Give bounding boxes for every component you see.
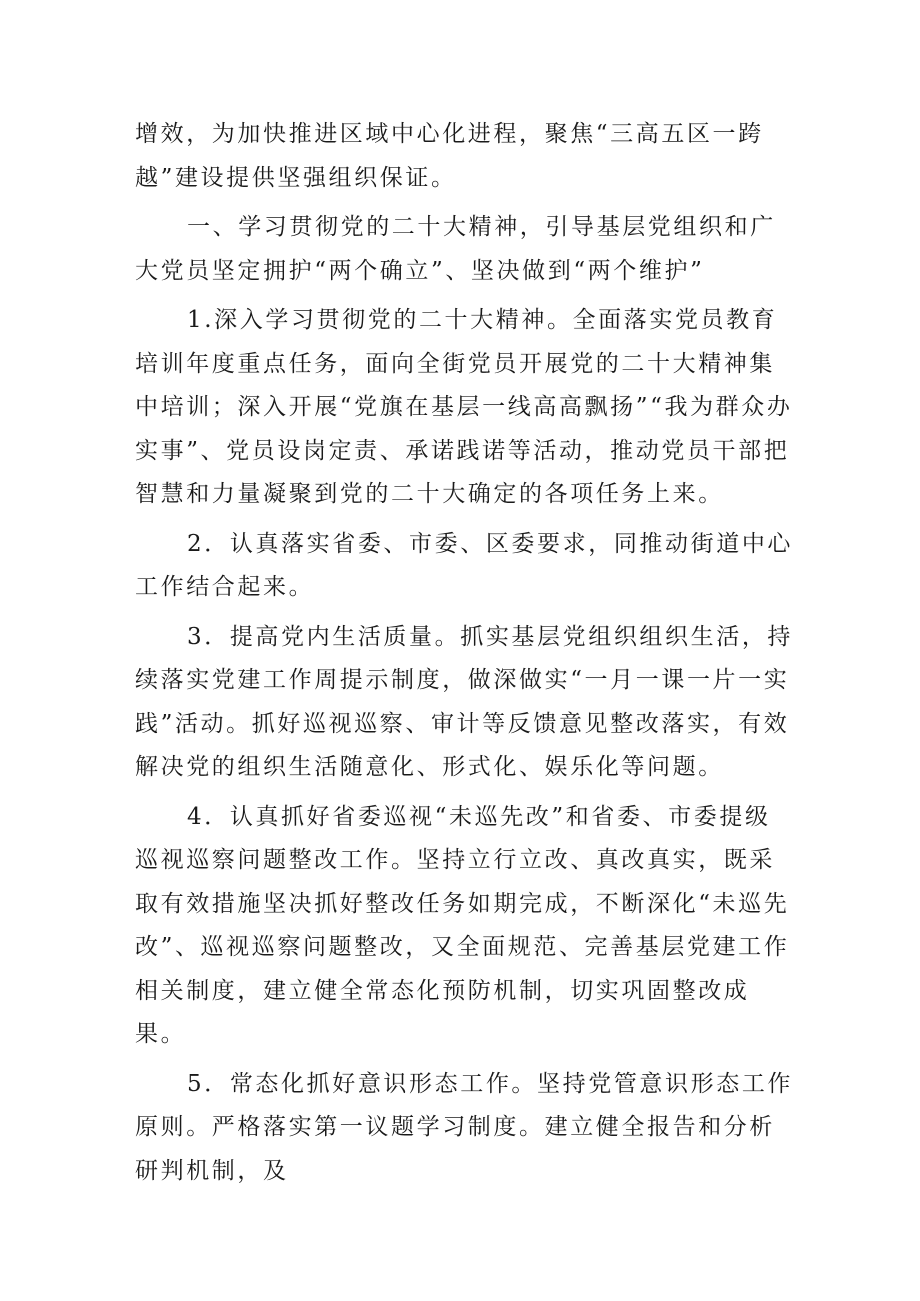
list-item-3: 3．提高党内生活质量。抓实基层党组织组织生活，持续落实党建工作周提示制度，做深做实“一月一课一片一实践”活动。抓好巡视巡察、审计等反馈意见整改落实，有效解决党的组织生活随意化、形式化、娱乐化等问题。 [135, 623, 794, 780]
list-item-5: 5．常态化抓好意识形态工作。坚持党管意识形态工作原则。严格落实第一议题学习制度。建立健全报告和分析研判机制，及 [135, 1070, 794, 1184]
list-item-1: 1.深入学习贯彻党的二十大精神。全面落实党员教育培训年度重点任务，面向全街党员开展党的二十大精神集中培训；深入开展“党旗在基层一线高高飘扬”“我为群众办实事”、党员设岗定责、承诺践诺等活动，推动党员干部把智慧和力量凝聚到党的二十大确定的各项任务上来。 [135, 307, 793, 507]
list-item-2: 2．认真落实省委、市委、区委要求，同推动街道中心工作结合起来。 [135, 530, 794, 600]
document-body [135, 113, 795, 1199]
paragraph-continuation: 增效，为加快推进区域中心化进程，聚焦“三高五区一跨越”建设提供坚强组织保证。 [135, 121, 764, 191]
list-item-4: 4．认真抓好省委巡视“未巡先改”和省委、市委提级巡视巡察问题整改工作。坚持立行立改、真改真实，既采取有效措施坚决抓好整改任务如期完成，不断深化“未巡先改”、巡视巡察问题整改，又全面规范、完善基层党建工作相关制度，建立健全常态化预防机制，切实巩固整改成果。 [135, 803, 790, 1047]
section-heading-1: 一、学习贯彻党的二十大精神，引导基层党组织和广大党员坚定拥护“两个确立”、坚决做到“两个维护” [135, 214, 776, 284]
